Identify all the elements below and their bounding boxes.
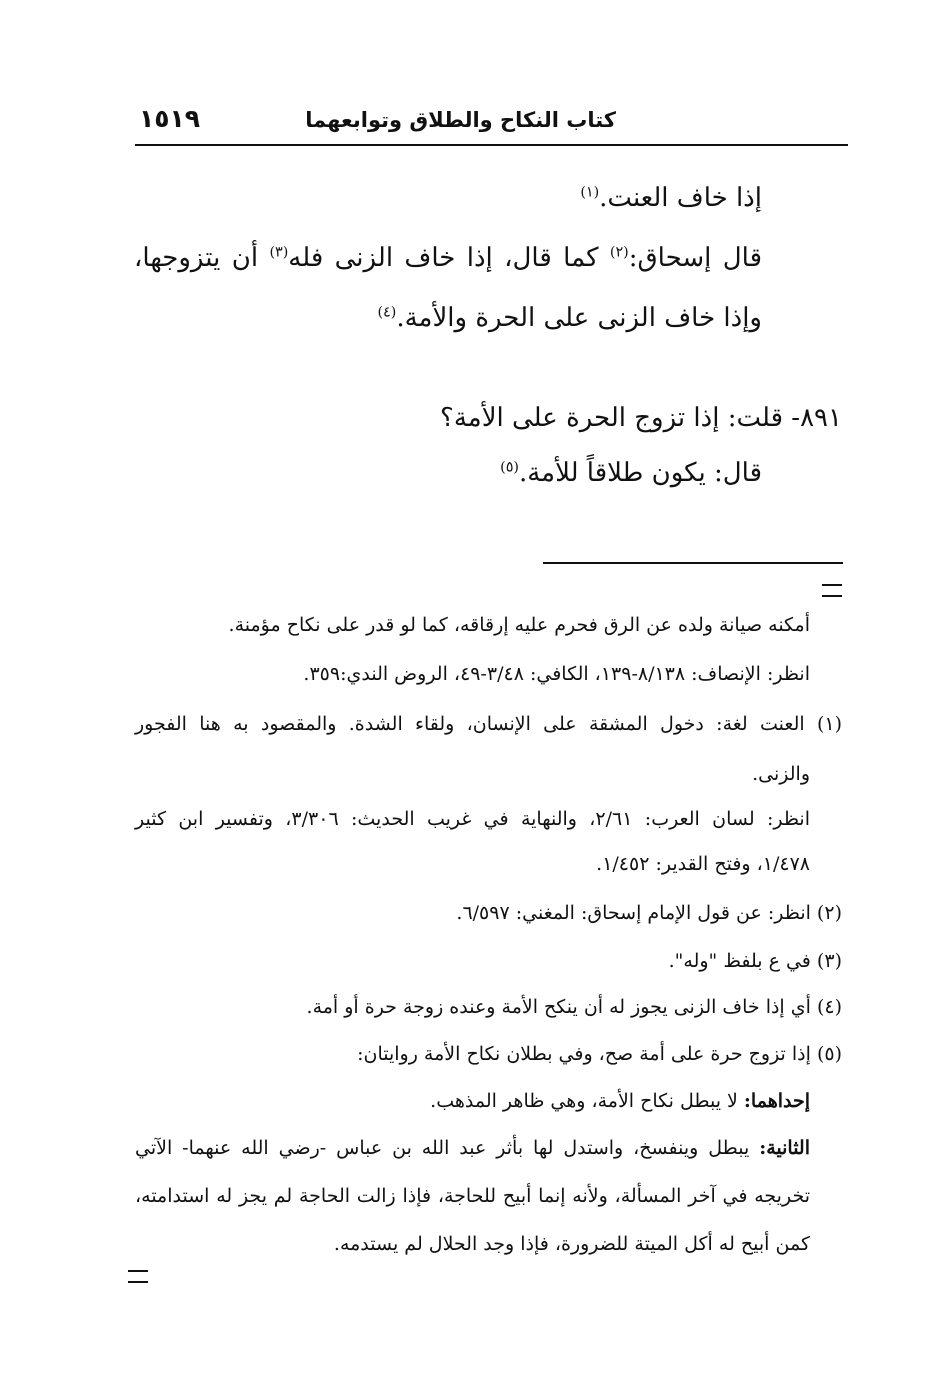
continuation-mark-bottom [128, 1270, 148, 1283]
footnote-5-second-opinion-line-1: الثانية: يبطل وينفسخ، واستدل لها بأثر عبد الله بن عباس -رضي الله عنهما- الآتي [135, 1137, 810, 1159]
footnote-5-first-opinion: إحداهما: لا يبطل نكاح الأمة، وهي ظاهر المذهب. [430, 1090, 810, 1112]
footnote-continuation-line-1: أمكنه صيانة ولده عن الرق فحرم عليه إرقاقه، كما لو قدر على نكاح مؤمنة. [228, 614, 810, 636]
footnote-continuation-line-2: انظر: الإنصاف: ٨/١٣٨-١٣٩، الكافي: ٣/٤٨-٤٩، الروض الندي:٣٥٩. [303, 663, 810, 685]
footnote-5-second-opinion-line-2: تخريجه في آخر المسألة، ولأنه إنما أبيح للحاجة، فإذا زالت الحاجة لم يجز له استدامته، [135, 1185, 810, 1207]
footnote-3: (٣) في ع بلفظ "وله". [668, 950, 842, 972]
question-891: ٨٩١- قلت: إذا تزوج الحرة على الأمة؟ [440, 403, 842, 433]
main-line-3: وإذا خاف الزنى على الحرة والأمة.$^{(٤)}$ [377, 303, 762, 333]
footnote-ref-1: (١) [580, 184, 600, 201]
footnote-separator [543, 562, 843, 564]
footnote-4: (٤) أي إذا خاف الزنى يجوز له أن ينكح الأمة وعنده زوجة حرة أو أمة. [306, 996, 842, 1018]
footnote-1-line-3: انظر: لسان العرب: ٢/٦١، والنهاية في غريب الحديث: ٣/٣٠٦، وتفسير ابن كثير [135, 808, 810, 830]
footnote-ref-3: (٣) [269, 244, 289, 261]
answer-891: قال: يكون طلاقاً للأمة.$^{(٥)}$ [500, 458, 762, 488]
page-header [135, 100, 848, 146]
footnote-ref-4: (٤) [377, 304, 397, 321]
main-line-2: قال إسحاق:$^{(٢)}$ كما قال، إذا خاف الزنى فله$^{(٣)}$ أن يتزوجها، [134, 243, 763, 273]
footnote-ref-2: (٢) [609, 244, 629, 261]
footnote-5-second-opinion-line-3: كمن أبيح له أكل الميتة للضرورة، فإذا وجد الحلال لم يستدمه. [333, 1233, 810, 1255]
main-line-1: إذا خاف العنت.$^{(١)}$ [580, 183, 762, 213]
running-title: كتاب النكاح والطلاق وتوابعهما [305, 108, 616, 132]
footnote-2: (٢) انظر: عن قول الإمام إسحاق: المغني: ٦/٥٩٧. [456, 902, 842, 924]
footnote-5: (٥) إذا تزوج حرة على أمة صح، وفي بطلان نكاح الأمة روايتان: [357, 1043, 842, 1065]
footnote-1-line-1: (١) العنت لغة: دخول المشقة على الإنسان، ولقاء الشدة. والمقصود به هنا الفجور [135, 713, 842, 735]
continuation-mark-top [822, 584, 842, 597]
page-number: ١٥١٩ [139, 104, 201, 133]
footnote-ref-5: (٥) [500, 459, 519, 476]
footnote-1-line-4: ١/٤٧٨، وفتح القدير: ١/٤٥٢. [596, 853, 810, 875]
footnote-1-line-2: والزنى. [752, 763, 810, 785]
